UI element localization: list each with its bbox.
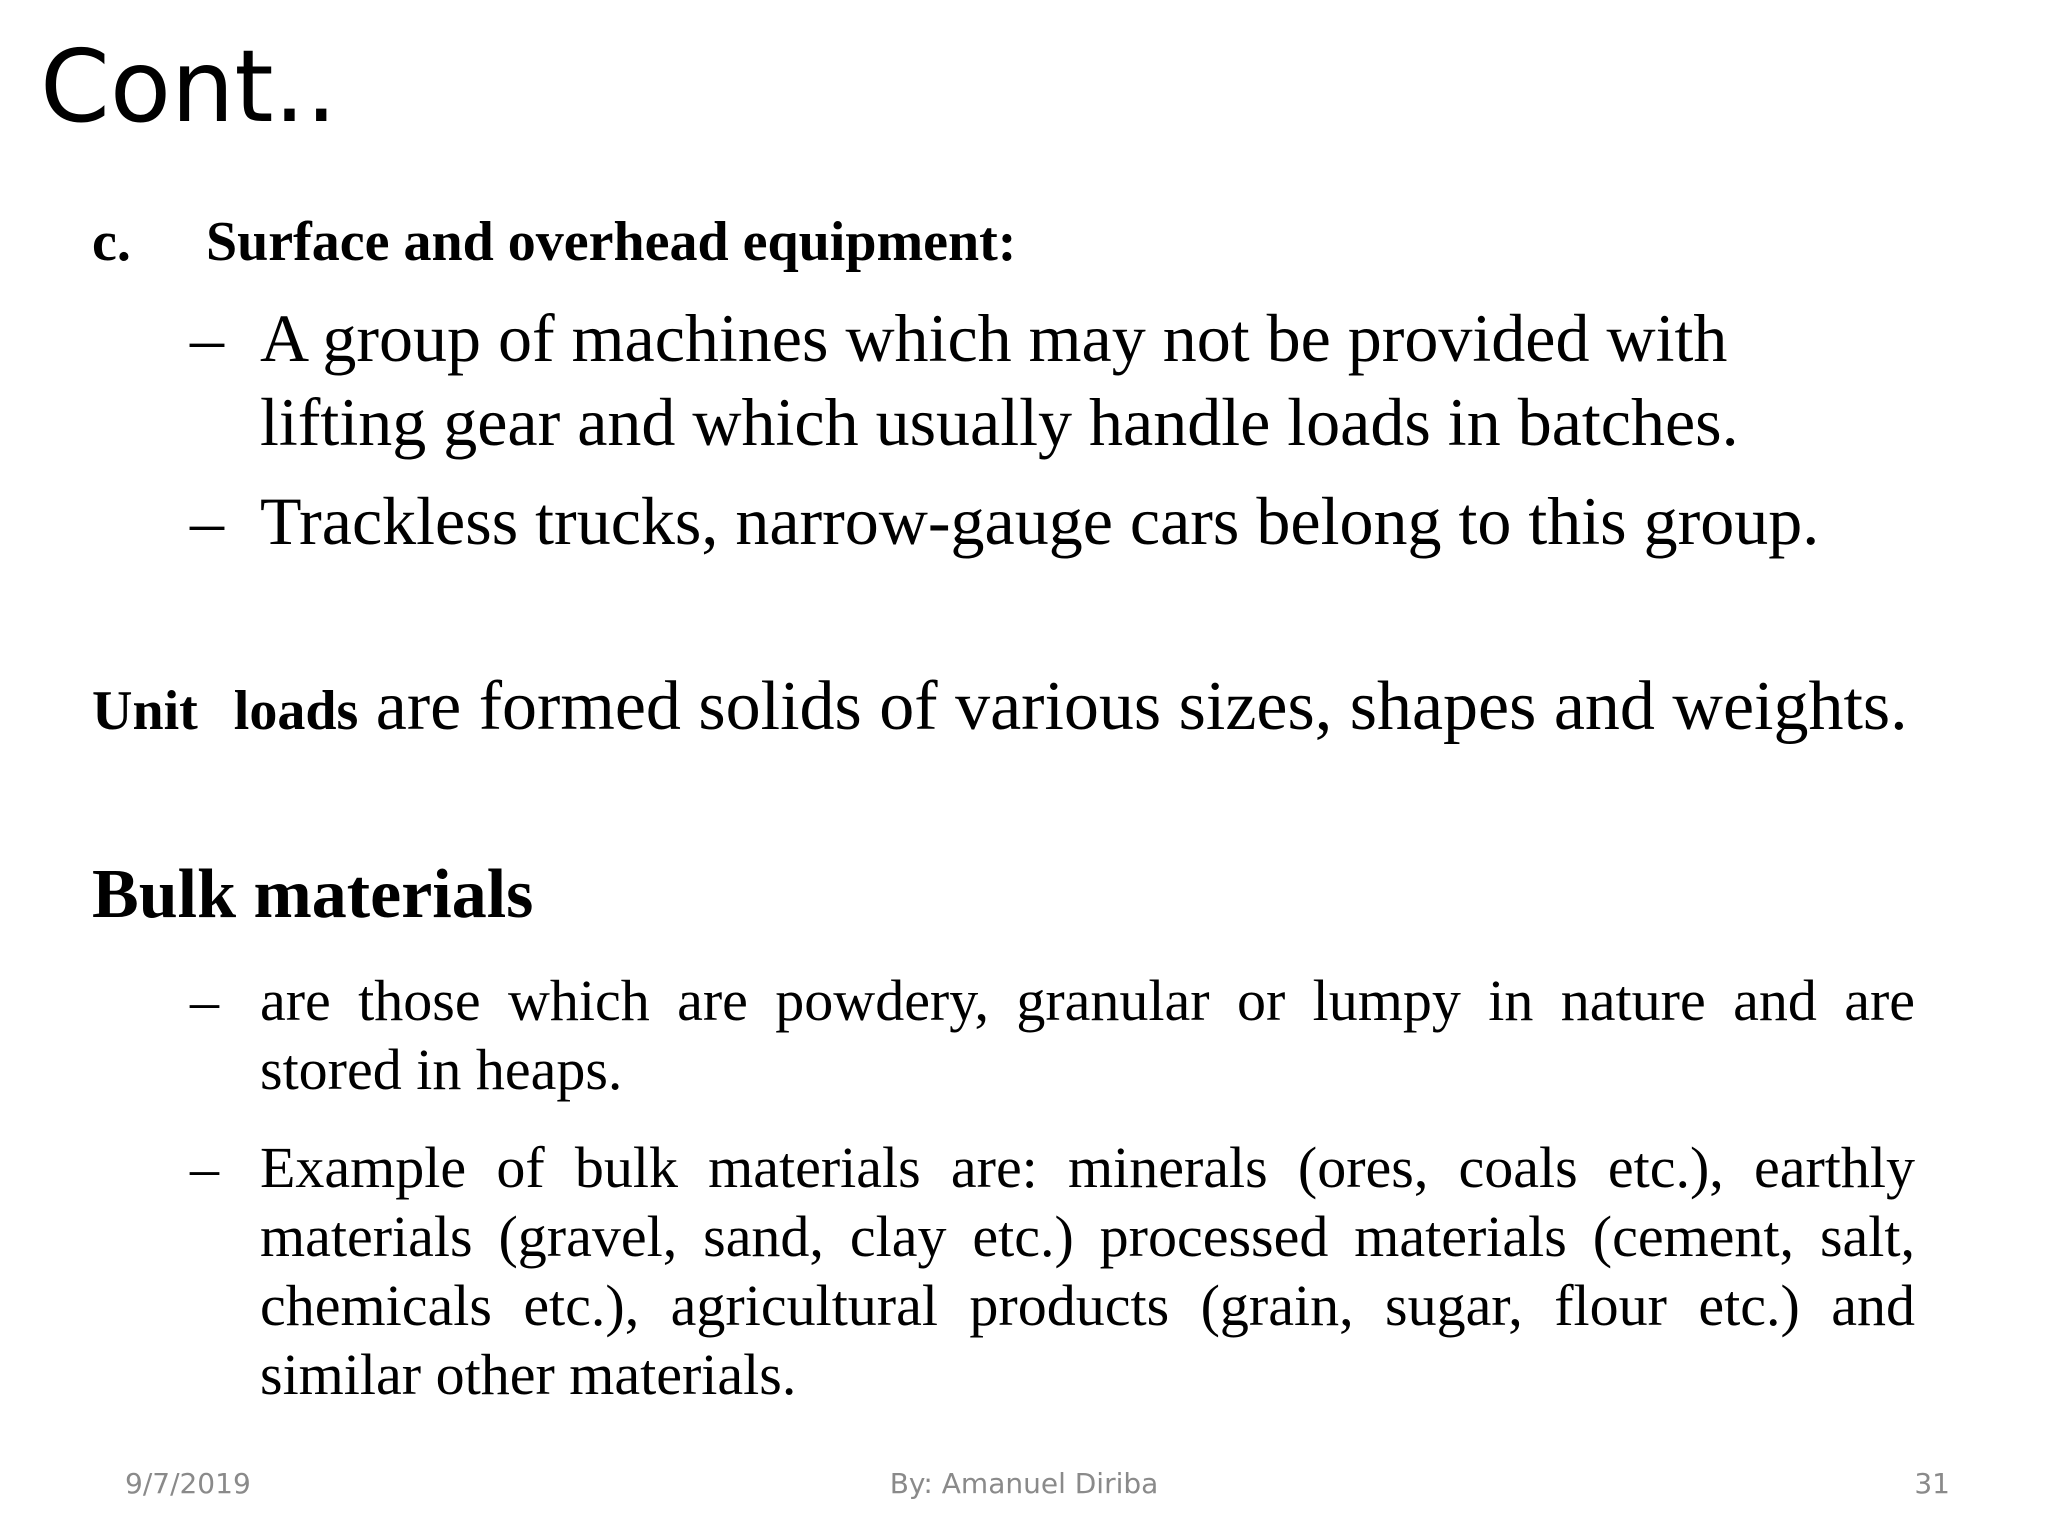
bullet-text: Example of bulk materials are: minerals (ores, coals etc.), earthly materials (gravel, sand, clay etc.) processed materials (cement, salt, chemicals etc.), agricultural products (grain, sugar, flour etc.) and similar other materials. <box>260 1135 1915 1407</box>
section-c-heading <box>92 210 1792 274</box>
footer-page-number: 31 <box>1914 1467 1950 1500</box>
section-c-letter: c. <box>92 211 131 273</box>
bullet-text: Trackless trucks, narrow-gauge cars belong to this group. <box>260 483 1820 559</box>
bulk-materials-heading: Bulk materials <box>92 856 534 933</box>
footer-date: 9/7/2019 <box>125 1467 251 1500</box>
dash-bullet-icon: – <box>190 1135 219 1200</box>
slide-title: Cont.. <box>40 28 338 145</box>
footer-author: By: Amanuel Diriba <box>889 1467 1159 1500</box>
list-item <box>190 1133 1915 1409</box>
unit-loads-term: Unit loads <box>92 680 359 742</box>
dash-bullet-icon: – <box>190 300 224 376</box>
unit-loads-definition: are formed solids of various sizes, shapes and weights. <box>375 668 1908 745</box>
section-c-title: Surface and overhead equipment: <box>206 211 1017 273</box>
list-item <box>190 296 1790 464</box>
unit-loads-paragraph <box>92 666 1915 752</box>
bullet-text: are those which are powdery, granular or lumpy in nature and are stored in heaps. <box>260 968 1915 1102</box>
list-item <box>190 479 1920 563</box>
list-item <box>190 966 1915 1104</box>
bullet-text: A group of machines which may not be provided with lifting gear and which usually handle loads in batches. <box>260 300 1739 460</box>
dash-bullet-icon: – <box>190 968 219 1033</box>
dash-bullet-icon: – <box>190 483 224 559</box>
